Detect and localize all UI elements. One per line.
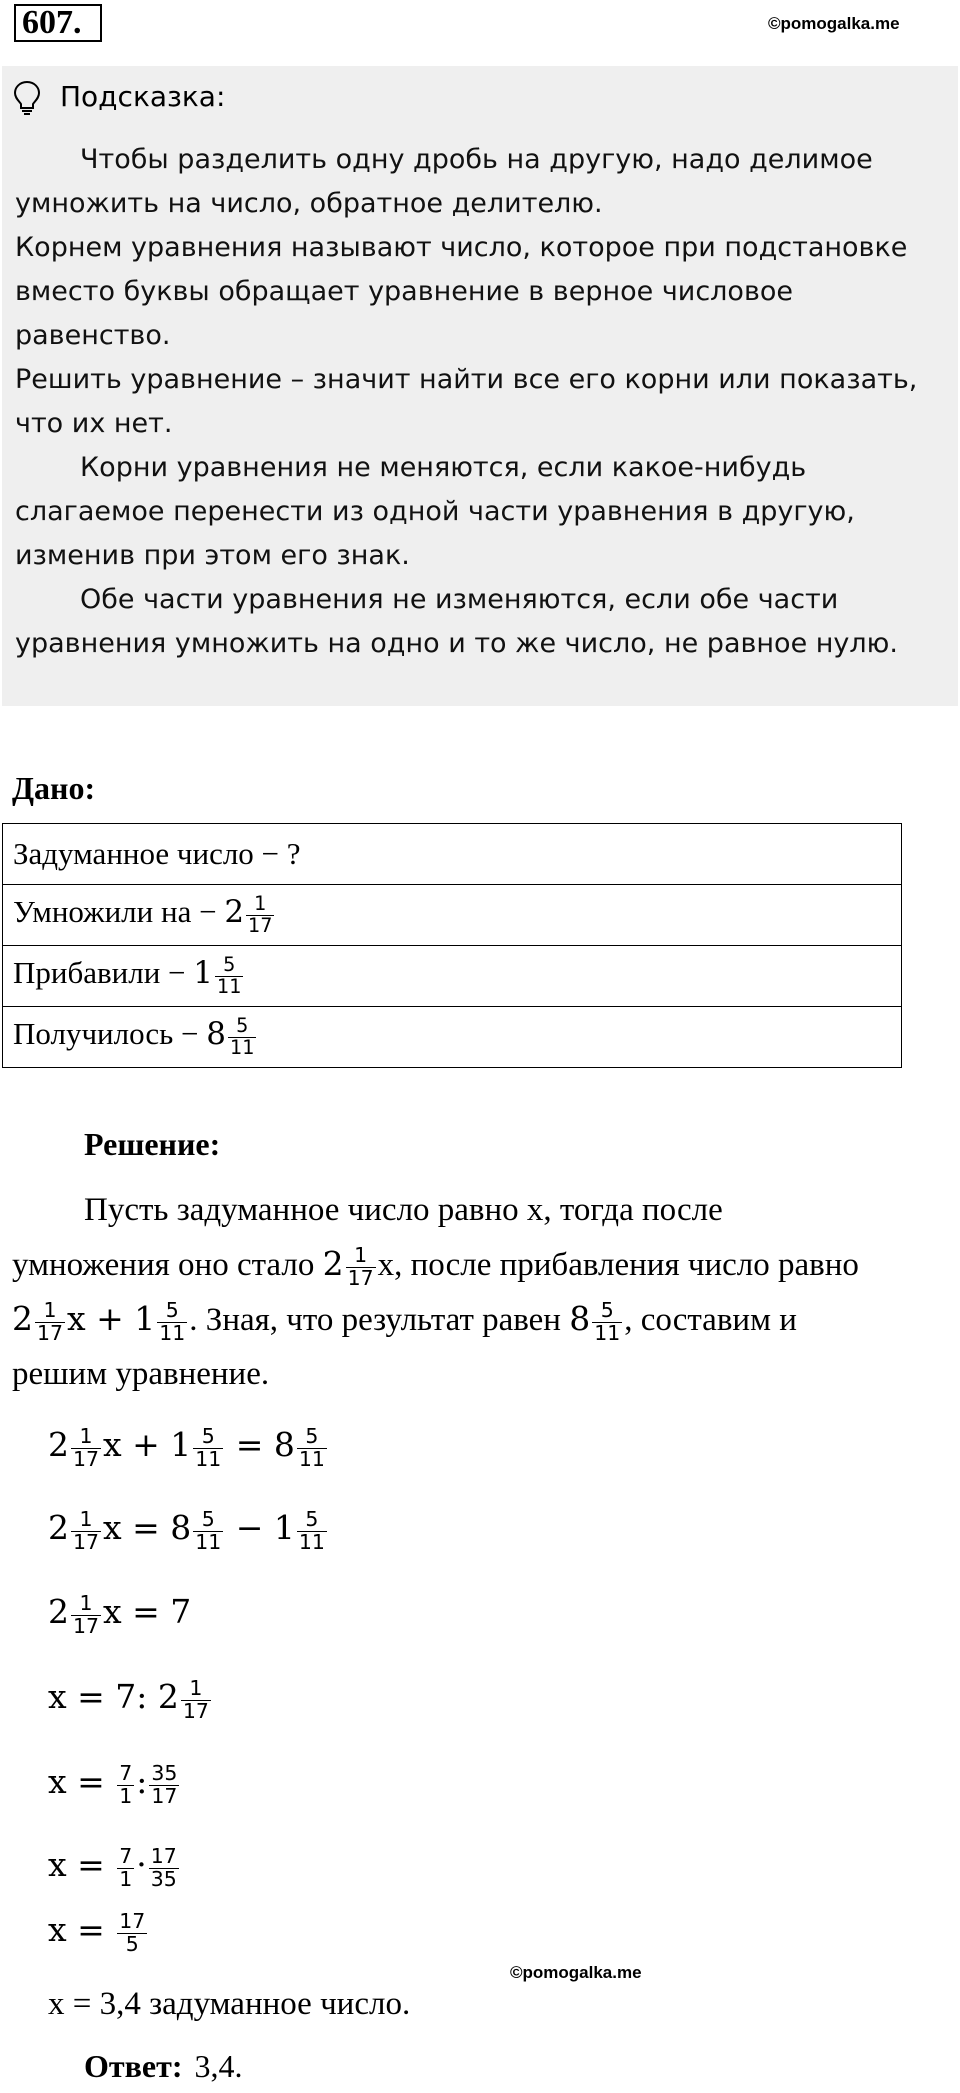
mixed-whole: 2 [224,894,245,931]
equation-result: x = 3,4 задуманное число. [48,1986,411,2022]
given-label: Умножили на − [13,894,225,930]
equation-step: x = 7: 2 $\frac{1}{17}$ [48,1676,209,1723]
hint-text [15,138,950,666]
hint-paragraph: Корни уравнения не меняются, если какое-нибудь слагаемое перенести из одной части уравнения в другую, изменив при этом его знак. [15,452,855,571]
hint-box [2,66,958,706]
hint-paragraph: Решить уравнение – значит найти все его корни или показать, что их нет. [15,364,918,439]
equation-step: x = $\frac{7}{1}$ · $\frac{17}{35}$ [48,1844,177,1891]
mixed-whole: 1 [193,955,214,992]
solution-line: 2 $\frac{1}{17}$ x + 1 $\frac{5}{11}$ . Зная, что результат равен 8 $\frac{5}{11}$ , составим и [12,1298,797,1345]
equation-step: x = $\frac{7}{1}$ : $\frac{35}{17}$ [48,1761,178,1808]
fraction: $\frac{5}{11}$ [217,953,242,998]
hint-title: Подсказка: [60,80,226,113]
given-label: Прибавили − [13,955,194,991]
solution-text [12,1183,942,1401]
given-table [2,823,902,1068]
given-cell [3,946,902,1007]
equation-step: x = $\frac{17}{5}$ [48,1909,146,1956]
given-row [3,885,902,946]
hint-paragraph: Корнем уравнения называют число, которое при подстановке вместо буквы обращает уравнение в верное числовое равенство. [15,232,908,351]
watermark-top: ©pomogalka.me [768,14,900,33]
given-cell [3,824,902,885]
answer [84,2048,242,2085]
given-label: Получилось − [13,1016,207,1052]
given-row [3,1007,902,1068]
solution-line: умножения оно стало 2 $\frac{1}{17}$ x, после прибавления число равно [12,1243,859,1290]
fraction: $\frac{1}{17}$ [248,892,273,937]
solution-line: Пусть задуманное число равно x, тогда после [84,1192,723,1228]
solution-title: Решение: [84,1126,221,1162]
given-title: Дано: [12,770,96,806]
watermark-bottom: ©pomogalka.me [510,1963,642,1982]
answer-value: 3,4. [194,2048,243,2084]
equation-step: 2 $\frac{1}{17}$ x = 8 $\frac{5}{11}$ − 1 $\frac{5}{11}$ [48,1507,325,1554]
answer-label: Ответ: [84,2048,183,2084]
lightbulb-icon [12,80,42,116]
hint-paragraph: Чтобы разделить одну дробь на другую, надо делимое умножить на число, обратное делителю. [15,144,873,219]
task-number: 607. [14,4,102,42]
given-cell [3,885,902,946]
given-label: Задуманное число − ? [13,836,301,871]
given-cell [3,1007,902,1068]
hint-paragraph: Обе части уравнения не изменяются, если обе части уравнения умножить на одно и то же число, не равное нулю. [15,584,898,659]
equation-step: 2 $\frac{1}{17}$ x + 1 $\frac{5}{11}$ = 8 $\frac{5}{11}$ [48,1424,325,1471]
solution-line: решим уравнение. [12,1356,270,1392]
fraction: $\frac{5}{11}$ [230,1014,255,1059]
mixed-whole: 8 [206,1016,226,1053]
given-row [3,824,902,885]
equation-step: 2 $\frac{1}{17}$ x = 7 [48,1591,192,1638]
given-row [3,946,902,1007]
